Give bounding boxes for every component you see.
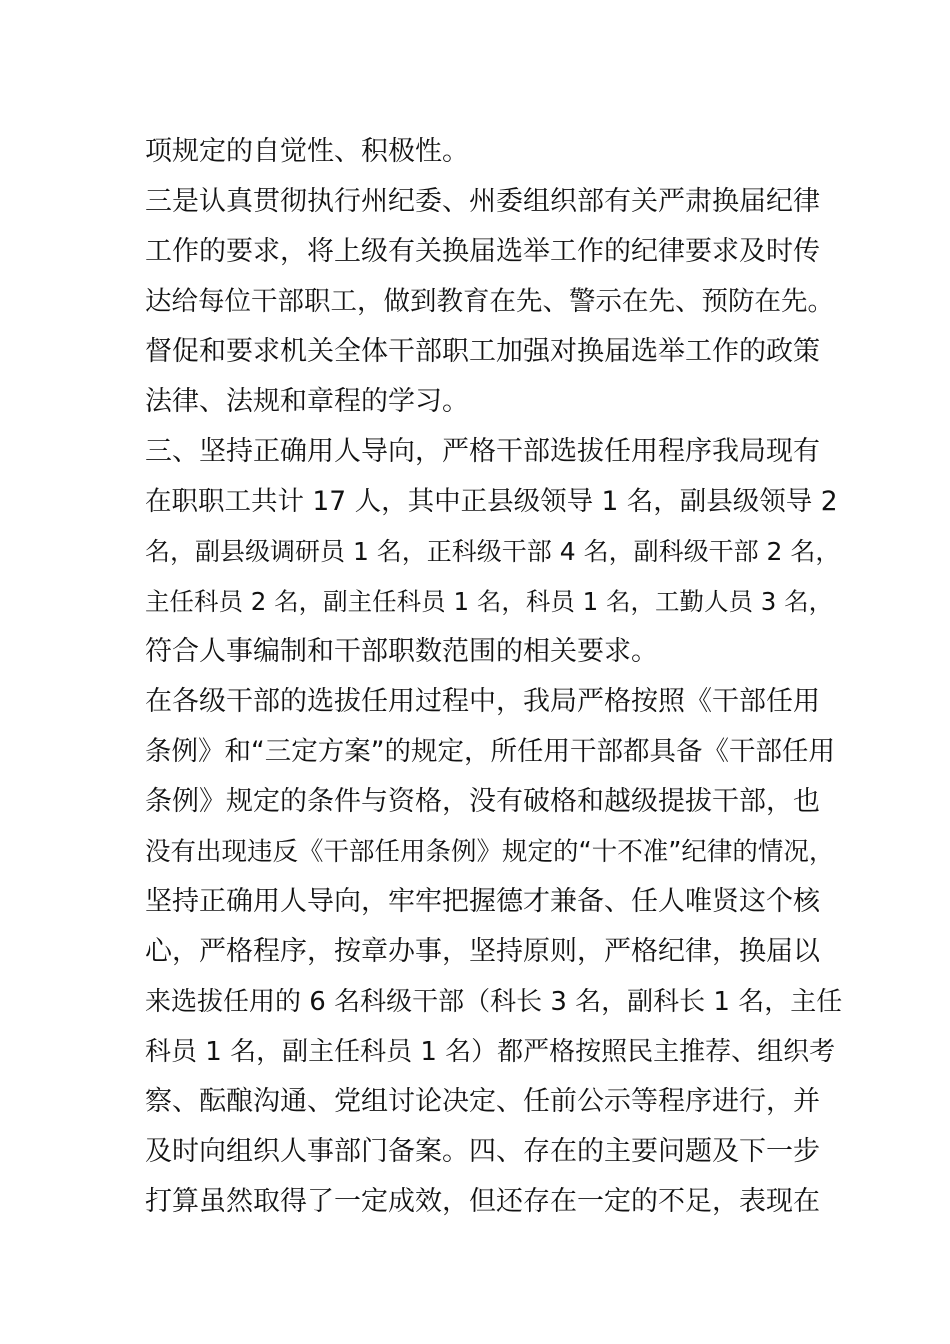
text-line: 条例》和“三定方案”的规定，所任用干部都具备《干部任用 <box>145 736 835 767</box>
text-line: 三、坚持正确用人导向，严格干部选拔任用程序我局现有 <box>145 436 820 467</box>
text-line: 条例》规定的条件与资格，没有破格和越级提拔干部，也 <box>145 786 820 817</box>
body-text <box>145 127 845 1227</box>
text-line: 符合人事编制和干部职数范围的相关要求。 <box>145 636 658 667</box>
text-line: 法律、法规和章程的学习。 <box>145 386 469 417</box>
text-line: 主任科员 2 名，副主任科员 1 名，科员 1 名，工勤人员 3 名， <box>145 587 834 616</box>
text-line: 督促和要求机关全体干部职工加强对换届选举工作的政策 <box>145 336 820 367</box>
text-line: 三是认真贯彻执行州纪委、州委组织部有关严肃换届纪律 <box>145 186 820 217</box>
text-line: 项规定的自觉性、积极性。 <box>145 136 469 167</box>
text-line: 打算虽然取得了一定成效，但还存在一定的不足，表现在 <box>145 1186 820 1217</box>
text-line: 达给每位干部职工，做到教育在先、警示在先、预防在先。 <box>145 286 834 317</box>
text-line: 工作的要求，将上级有关换届选举工作的纪律要求及时传 <box>145 236 820 267</box>
text-line: 在各级干部的选拔任用过程中，我局严格按照《干部任用 <box>145 686 820 717</box>
text-line: 心，严格程序，按章办事，坚持原则，严格纪律，换届以 <box>145 936 820 967</box>
text-line: 科员 1 名，副主任科员 1 名）都严格按照民主推荐、组织考 <box>145 1037 836 1067</box>
text-line: 及时向组织人事部门备案。四、存在的主要问题及下一步 <box>145 1136 820 1167</box>
text-line: 没有出现违反《干部任用条例》规定的“十不准”纪律的情况， <box>145 837 835 867</box>
text-line: 来选拔任用的 6 名科级干部（科长 3 名，副科长 1 名，主任 <box>145 987 843 1017</box>
text-line: 名，副县级调研员 1 名，正科级干部 4 名，副科级干部 2 名， <box>145 537 841 566</box>
text-line: 坚持正确用人导向，牢牢把握德才兼备、任人唯贤这个核 <box>145 886 820 917</box>
text-line: 察、酝酿沟通、党组讨论决定、任前公示等程序进行，并 <box>145 1086 820 1117</box>
text-line: 在职职工共计 17 人，其中正县级领导 1 名，副县级领导 2 <box>145 486 838 517</box>
